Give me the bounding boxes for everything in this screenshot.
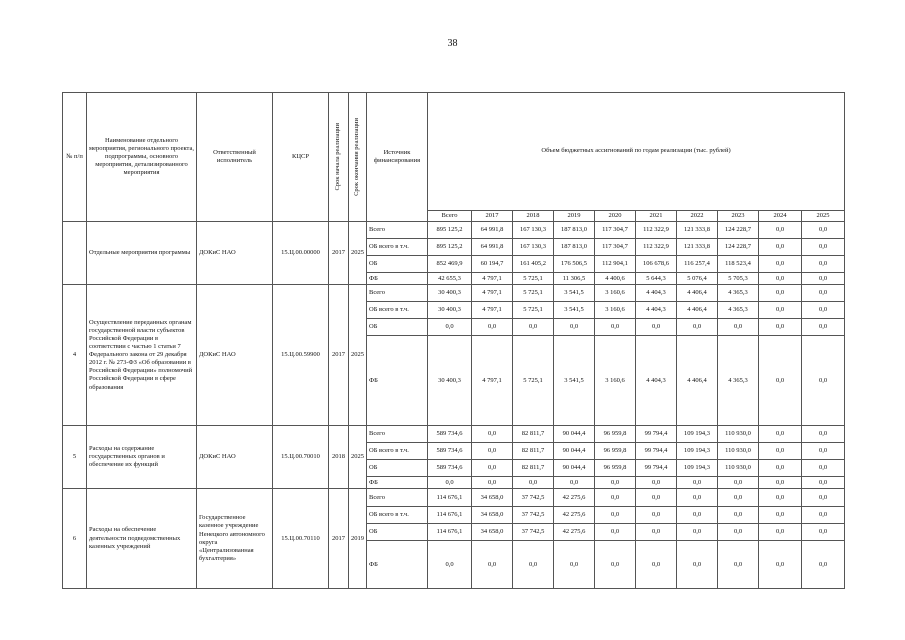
cell-year-value: 0,0 [554, 319, 595, 336]
cell-year-value: 0,0 [759, 443, 802, 460]
cell-year-value: 0,0 [759, 507, 802, 524]
cell-year-value: 60 194,7 [472, 256, 513, 273]
cell-total: 114 676,1 [428, 524, 472, 541]
cell-year-value: 0,0 [802, 256, 845, 273]
cell-year-value: 0,0 [595, 477, 636, 489]
cell-year-value: 109 194,3 [677, 426, 718, 443]
cell-year-value: 0,0 [802, 477, 845, 489]
row-responsible: ДОКиС НАО [197, 285, 273, 426]
cell-year-value: 5 725,1 [513, 273, 554, 285]
cell-year-value: 3 160,6 [595, 285, 636, 302]
cell-year-value: 90 044,4 [554, 426, 595, 443]
cell-year-value: 0,0 [802, 273, 845, 285]
row-source: ОБ [367, 460, 428, 477]
row-source: ОБ всего в т.ч. [367, 443, 428, 460]
table-header [63, 93, 845, 222]
cell-year-value: 0,0 [472, 319, 513, 336]
cell-year-value: 99 794,4 [636, 426, 677, 443]
cell-year-value: 0,0 [636, 541, 677, 589]
cell-year-value: 0,0 [472, 460, 513, 477]
cell-year-value: 110 930,0 [718, 443, 759, 460]
cell-year-value: 4 365,3 [718, 302, 759, 319]
cell-year-value: 0,0 [636, 319, 677, 336]
cell-year-value: 96 959,8 [595, 460, 636, 477]
cell-total: 589 734,6 [428, 426, 472, 443]
cell-year-value: 0,0 [759, 256, 802, 273]
cell-year-value: 0,0 [472, 426, 513, 443]
cell-year-value: 5 725,1 [513, 285, 554, 302]
row-end-year: 2025 [349, 426, 367, 489]
row-source: ОБ всего в т.ч. [367, 239, 428, 256]
row-source: ОБ всего в т.ч. [367, 302, 428, 319]
cell-year-value: 4 404,3 [636, 285, 677, 302]
cell-year-value: 0,0 [759, 477, 802, 489]
cell-year-value: 5 076,4 [677, 273, 718, 285]
row-source: ФБ [367, 541, 428, 589]
row-source: ФБ [367, 477, 428, 489]
cell-year-value: 187 813,0 [554, 222, 595, 239]
cell-year-value: 0,0 [677, 489, 718, 507]
table-body [63, 222, 845, 589]
cell-year-value: 0,0 [759, 336, 802, 426]
row-source: ОБ [367, 524, 428, 541]
header-responsible: Ответственный исполнитель [197, 93, 273, 222]
cell-year-value: 0,0 [472, 477, 513, 489]
cell-year-value: 0,0 [802, 541, 845, 589]
header-year: 2018 [513, 211, 554, 222]
row-kcsr: 15.Ц.00.70110 [273, 489, 329, 589]
row-source: Всего [367, 426, 428, 443]
budget-table [62, 92, 845, 589]
row-number: 4 [63, 285, 87, 426]
cell-year-value: 3 160,6 [595, 336, 636, 426]
cell-year-value: 64 991,8 [472, 239, 513, 256]
table-row [63, 285, 845, 302]
cell-total: 0,0 [428, 319, 472, 336]
cell-year-value: 0,0 [759, 222, 802, 239]
cell-year-value: 5 705,3 [718, 273, 759, 285]
cell-year-value: 112 904,1 [595, 256, 636, 273]
cell-year-value: 0,0 [636, 477, 677, 489]
cell-year-value: 0,0 [802, 489, 845, 507]
cell-year-value: 4 404,3 [636, 336, 677, 426]
cell-year-value: 0,0 [636, 507, 677, 524]
cell-total: 0,0 [428, 477, 472, 489]
cell-year-value: 161 405,2 [513, 256, 554, 273]
cell-year-value: 112 322,9 [636, 239, 677, 256]
row-source: Всего [367, 285, 428, 302]
table-row [63, 222, 845, 239]
cell-year-value: 96 959,8 [595, 443, 636, 460]
cell-year-value: 0,0 [759, 524, 802, 541]
cell-total: 895 125,2 [428, 222, 472, 239]
cell-year-value: 0,0 [802, 507, 845, 524]
cell-year-value: 0,0 [513, 319, 554, 336]
cell-year-value: 0,0 [677, 507, 718, 524]
cell-year-value: 167 130,3 [513, 222, 554, 239]
header-year: 2020 [595, 211, 636, 222]
cell-year-value: 42 275,6 [554, 489, 595, 507]
cell-year-value: 0,0 [759, 239, 802, 256]
cell-year-value: 4 400,6 [595, 273, 636, 285]
cell-total: 589 734,6 [428, 443, 472, 460]
header-year: 2024 [759, 211, 802, 222]
cell-year-value: 0,0 [759, 285, 802, 302]
cell-year-value: 64 991,8 [472, 222, 513, 239]
cell-year-value: 0,0 [513, 477, 554, 489]
cell-year-value: 0,0 [759, 541, 802, 589]
cell-year-value: 0,0 [718, 319, 759, 336]
cell-year-value: 34 658,0 [472, 507, 513, 524]
cell-year-value: 117 304,7 [595, 239, 636, 256]
row-source: Всего [367, 222, 428, 239]
cell-year-value: 99 794,4 [636, 460, 677, 477]
cell-total: 30 400,3 [428, 336, 472, 426]
cell-year-value: 110 930,0 [718, 460, 759, 477]
cell-year-value: 4 797,1 [472, 302, 513, 319]
header-year: 2019 [554, 211, 595, 222]
cell-year-value: 0,0 [636, 489, 677, 507]
header-start [329, 93, 349, 222]
cell-year-value: 106 678,6 [636, 256, 677, 273]
cell-year-value: 3 541,5 [554, 336, 595, 426]
row-kcsr: 15.Ц.00.00000 [273, 222, 329, 285]
cell-year-value: 0,0 [677, 524, 718, 541]
table-row [63, 426, 845, 443]
row-kcsr: 15.Ц.00.70010 [273, 426, 329, 489]
cell-year-value: 0,0 [802, 239, 845, 256]
cell-year-value: 0,0 [636, 524, 677, 541]
cell-year-value: 0,0 [802, 319, 845, 336]
cell-year-value: 42 275,6 [554, 524, 595, 541]
cell-year-value: 42 275,6 [554, 507, 595, 524]
cell-year-value: 109 194,3 [677, 460, 718, 477]
cell-year-value: 0,0 [802, 460, 845, 477]
row-responsible: ДОКиС НАО [197, 222, 273, 285]
cell-year-value: 90 044,4 [554, 443, 595, 460]
cell-year-value: 37 742,5 [513, 489, 554, 507]
row-end-year: 2019 [349, 489, 367, 589]
cell-year-value: 0,0 [472, 541, 513, 589]
cell-year-value: 0,0 [718, 524, 759, 541]
cell-year-value: 0,0 [677, 477, 718, 489]
cell-year-value: 4 406,4 [677, 302, 718, 319]
header-end [349, 93, 367, 222]
cell-total: 42 655,3 [428, 273, 472, 285]
header-volume: Объем бюджетных ассигнований по годам реализации (тыс. рублей) [428, 93, 845, 211]
row-source: ФБ [367, 336, 428, 426]
cell-year-value: 3 541,5 [554, 285, 595, 302]
header-year: 2021 [636, 211, 677, 222]
cell-year-value: 0,0 [802, 443, 845, 460]
cell-year-value: 116 257,4 [677, 256, 718, 273]
cell-year-value: 5 725,1 [513, 302, 554, 319]
row-kcsr: 15.Ц.00.59900 [273, 285, 329, 426]
header-year: 2022 [677, 211, 718, 222]
cell-total: 30 400,3 [428, 285, 472, 302]
cell-total: 0,0 [428, 541, 472, 589]
header-kcsr: КЦСР [273, 93, 329, 222]
cell-year-value: 3 541,5 [554, 302, 595, 319]
header-name: Наименование отдельного мероприятия, регионального проекта, подпрограммы, основного мероприятия, детализированного мероприятия [87, 93, 197, 222]
row-responsible: ДОКиС НАО [197, 426, 273, 489]
cell-year-value: 0,0 [718, 489, 759, 507]
cell-year-value: 121 333,8 [677, 222, 718, 239]
cell-year-value: 0,0 [554, 541, 595, 589]
cell-year-value: 0,0 [802, 524, 845, 541]
row-end-year: 2025 [349, 222, 367, 285]
cell-year-value: 4 797,1 [472, 273, 513, 285]
cell-year-value: 4 797,1 [472, 336, 513, 426]
header-year: 2023 [718, 211, 759, 222]
cell-year-value: 0,0 [472, 443, 513, 460]
row-number: 5 [63, 426, 87, 489]
cell-year-value: 4 406,4 [677, 336, 718, 426]
cell-year-value: 0,0 [802, 222, 845, 239]
table-row [63, 489, 845, 507]
cell-year-value: 4 406,4 [677, 285, 718, 302]
cell-year-value: 0,0 [718, 507, 759, 524]
cell-year-value: 4 365,3 [718, 336, 759, 426]
cell-year-value: 0,0 [595, 489, 636, 507]
cell-total: 852 469,9 [428, 256, 472, 273]
cell-year-value: 3 160,6 [595, 302, 636, 319]
cell-year-value: 0,0 [759, 302, 802, 319]
row-start-year: 2017 [329, 222, 349, 285]
cell-year-value: 0,0 [802, 336, 845, 426]
cell-year-value: 90 044,4 [554, 460, 595, 477]
cell-year-value: 96 959,8 [595, 426, 636, 443]
cell-year-value: 176 506,5 [554, 256, 595, 273]
row-number [63, 222, 87, 285]
cell-year-value: 82 811,7 [513, 443, 554, 460]
cell-year-value: 0,0 [802, 426, 845, 443]
cell-year-value: 118 523,4 [718, 256, 759, 273]
cell-total: 895 125,2 [428, 239, 472, 256]
cell-total: 30 400,3 [428, 302, 472, 319]
cell-year-value: 187 813,0 [554, 239, 595, 256]
cell-year-value: 0,0 [759, 319, 802, 336]
cell-year-value: 0,0 [677, 541, 718, 589]
cell-year-value: 0,0 [595, 507, 636, 524]
header-end-label: Срок окончания реализации [353, 118, 361, 197]
cell-year-value: 0,0 [759, 489, 802, 507]
row-source: ОБ [367, 319, 428, 336]
header-year: 2025 [802, 211, 845, 222]
row-name: Осуществление переданных органам государственной власти субъектов Российской Федерации в соответствии с частью 1 статьи 7 Федерального закона от 29 декабря 2012 г. № 273-ФЗ «Об образовании в Российской Федерации» полномочий Российской Федерации в сфере образования [87, 285, 197, 426]
cell-year-value: 0,0 [677, 319, 718, 336]
cell-year-value: 110 930,0 [718, 426, 759, 443]
cell-year-value: 37 742,5 [513, 524, 554, 541]
row-end-year: 2025 [349, 285, 367, 426]
cell-year-value: 112 322,9 [636, 222, 677, 239]
cell-year-value: 5 644,3 [636, 273, 677, 285]
row-source: ОБ всего в т.ч. [367, 507, 428, 524]
header-num: № п/п [63, 93, 87, 222]
row-start-year: 2018 [329, 426, 349, 489]
header-total: Всего [428, 211, 472, 222]
cell-year-value: 82 811,7 [513, 426, 554, 443]
cell-year-value: 0,0 [595, 319, 636, 336]
cell-year-value: 0,0 [554, 477, 595, 489]
cell-year-value: 0,0 [802, 302, 845, 319]
row-start-year: 2017 [329, 285, 349, 426]
cell-year-value: 0,0 [595, 541, 636, 589]
cell-year-value: 4 404,3 [636, 302, 677, 319]
row-source: ОБ [367, 256, 428, 273]
header-year: 2017 [472, 211, 513, 222]
header-source: Источник финансирования [367, 93, 428, 222]
cell-year-value: 5 725,1 [513, 336, 554, 426]
cell-year-value: 109 194,3 [677, 443, 718, 460]
row-name: Отдельные мероприятия программы [87, 222, 197, 285]
cell-year-value: 11 306,5 [554, 273, 595, 285]
cell-year-value: 4 797,1 [472, 285, 513, 302]
row-name: Расходы на обеспечение деятельности подведомственных казенных учреждений [87, 489, 197, 589]
page-number: 38 [447, 38, 458, 49]
cell-year-value: 0,0 [718, 541, 759, 589]
row-source: ФБ [367, 273, 428, 285]
cell-total: 114 676,1 [428, 507, 472, 524]
cell-year-value: 167 130,3 [513, 239, 554, 256]
cell-year-value: 82 811,7 [513, 460, 554, 477]
cell-year-value: 37 742,5 [513, 507, 554, 524]
cell-year-value: 124 228,7 [718, 239, 759, 256]
row-name: Расходы на содержание государственных органов и обеспечение их функций [87, 426, 197, 489]
cell-year-value: 0,0 [513, 541, 554, 589]
cell-year-value: 117 304,7 [595, 222, 636, 239]
row-start-year: 2017 [329, 489, 349, 589]
row-source: Всего [367, 489, 428, 507]
cell-year-value: 34 658,0 [472, 524, 513, 541]
cell-year-value: 99 794,4 [636, 443, 677, 460]
row-responsible: Государственное казенное учреждение Ненецкого автономного округа «Централизованная бухгалтерия» [197, 489, 273, 589]
cell-year-value: 0,0 [718, 477, 759, 489]
header-start-label: Срок начала реализации [334, 123, 342, 191]
cell-total: 589 734,6 [428, 460, 472, 477]
cell-year-value: 0,0 [759, 460, 802, 477]
cell-year-value: 4 365,3 [718, 285, 759, 302]
cell-total: 114 676,1 [428, 489, 472, 507]
cell-year-value: 121 333,8 [677, 239, 718, 256]
cell-year-value: 124 228,7 [718, 222, 759, 239]
cell-year-value: 0,0 [595, 524, 636, 541]
cell-year-value: 34 658,0 [472, 489, 513, 507]
cell-year-value: 0,0 [759, 273, 802, 285]
cell-year-value: 0,0 [759, 426, 802, 443]
row-number: 6 [63, 489, 87, 589]
cell-year-value: 0,0 [802, 285, 845, 302]
